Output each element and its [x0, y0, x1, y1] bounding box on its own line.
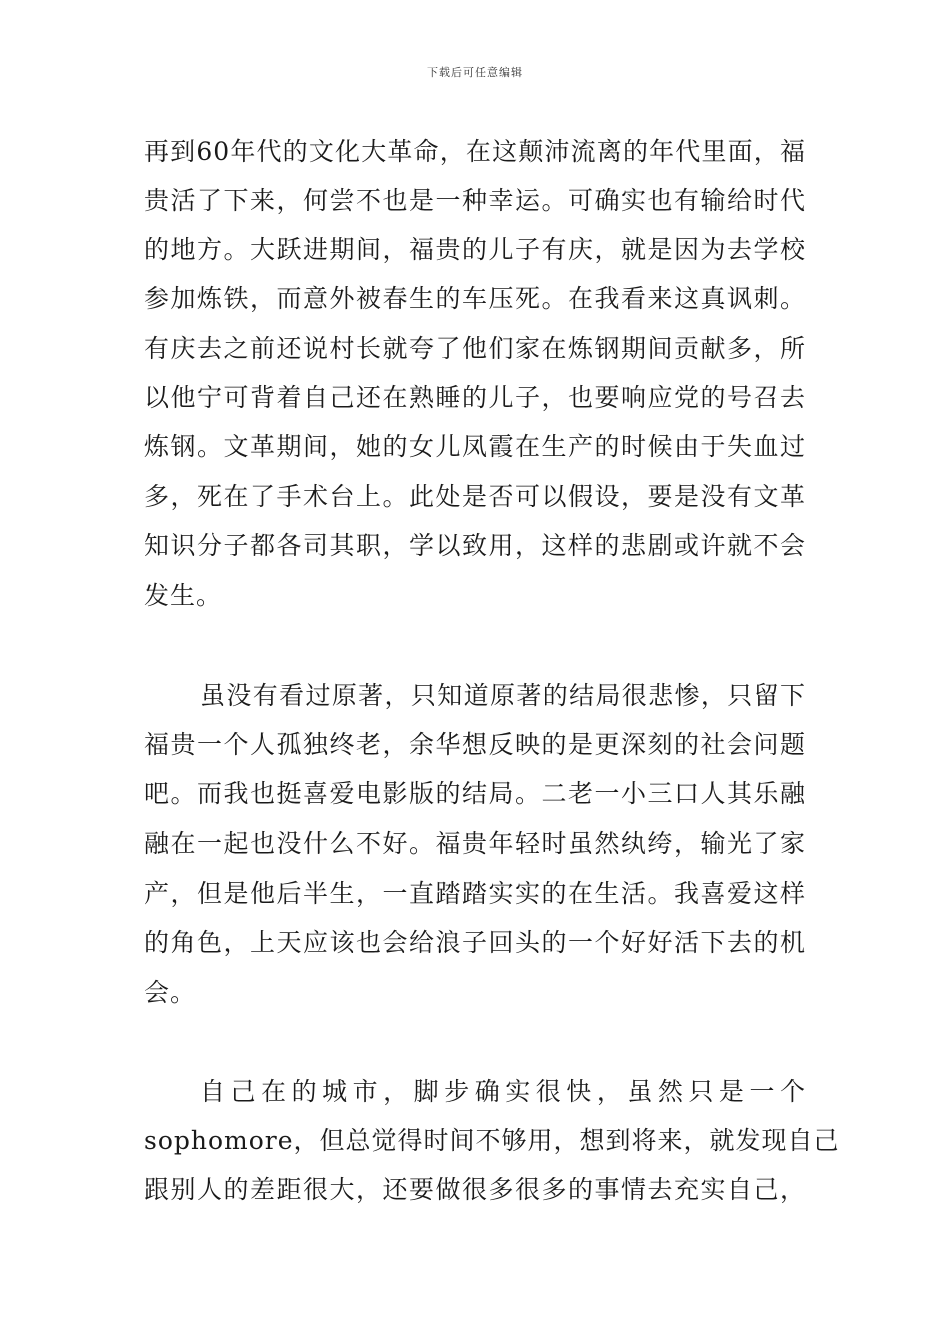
paragraph-1-line-3: 的地方。大跃进期间，福贵的儿子有庆，就是因为去学校 — [144, 235, 806, 264]
paragraph-1-line-5: 有庆去之前还说村长就夸了他们家在炼钢期间贡献多，所 — [144, 334, 806, 363]
paragraph-1-line-4: 参加炼铁，而意外被春生的车压死。在我看来这真讽刺。 — [144, 284, 806, 313]
page-header: 下载后可任意编辑 — [427, 66, 523, 79]
paragraph-1-line-6: 以他宁可背着自己还在熟睡的儿子，也要响应党的号召去 — [144, 383, 806, 412]
paragraph-2-line-3: 吧。而我也挺喜爱电影版的结局。二老一小三口人其乐融 — [144, 779, 806, 808]
paragraph-2-line-4: 融在一起也没什么不好。福贵年轻时虽然纨绔，输光了家 — [144, 829, 806, 858]
paragraph-2-line-5: 产，但是他后半生，一直踏踏实实的在生活。我喜爱这样 — [144, 879, 806, 908]
paragraph-3-line-3: 跟别人的差距很大，还要做很多很多的事情去充实自己， — [144, 1175, 806, 1204]
paragraph-2-line-7: 会。 — [144, 978, 197, 1007]
paragraph-2-line-1: 虽没有看过原著，只知道原著的结局很悲惨，只留下 — [200, 681, 806, 710]
paragraph-2-line-6: 的角色，上天应该也会给浪子回头的一个好好活下去的机 — [144, 928, 806, 957]
paragraph-1-line-10: 发生。 — [144, 581, 223, 610]
paragraph-3-line-1: 自己在的城市，脚步确实很快，虽然只是一个 — [200, 1077, 806, 1106]
paragraph-1-line-9: 知识分子都各司其职，学以致用，这样的悲剧或许就不会 — [144, 531, 806, 560]
paragraph-1-line-2: 贵活了下来，何尝不也是一种幸运。可确实也有输给时代 — [144, 186, 806, 215]
paragraph-1-line-8: 多，死在了手术台上。此处是否可以假设，要是没有文革 — [144, 482, 806, 511]
paragraph-3-line-2: sophomore，但总觉得时间不够用，想到将来，就发现自己 — [144, 1126, 840, 1155]
paragraph-1-line-1: 再到60年代的文化大革命，在这颠沛流离的年代里面，福 — [144, 137, 806, 166]
paragraph-1-line-7: 炼钢。文革期间，她的女儿凤霞在生产的时候由于失血过 — [144, 432, 806, 461]
paragraph-2-line-2: 福贵一个人孤独终老，余华想反映的是更深刻的社会问题 — [144, 730, 806, 759]
